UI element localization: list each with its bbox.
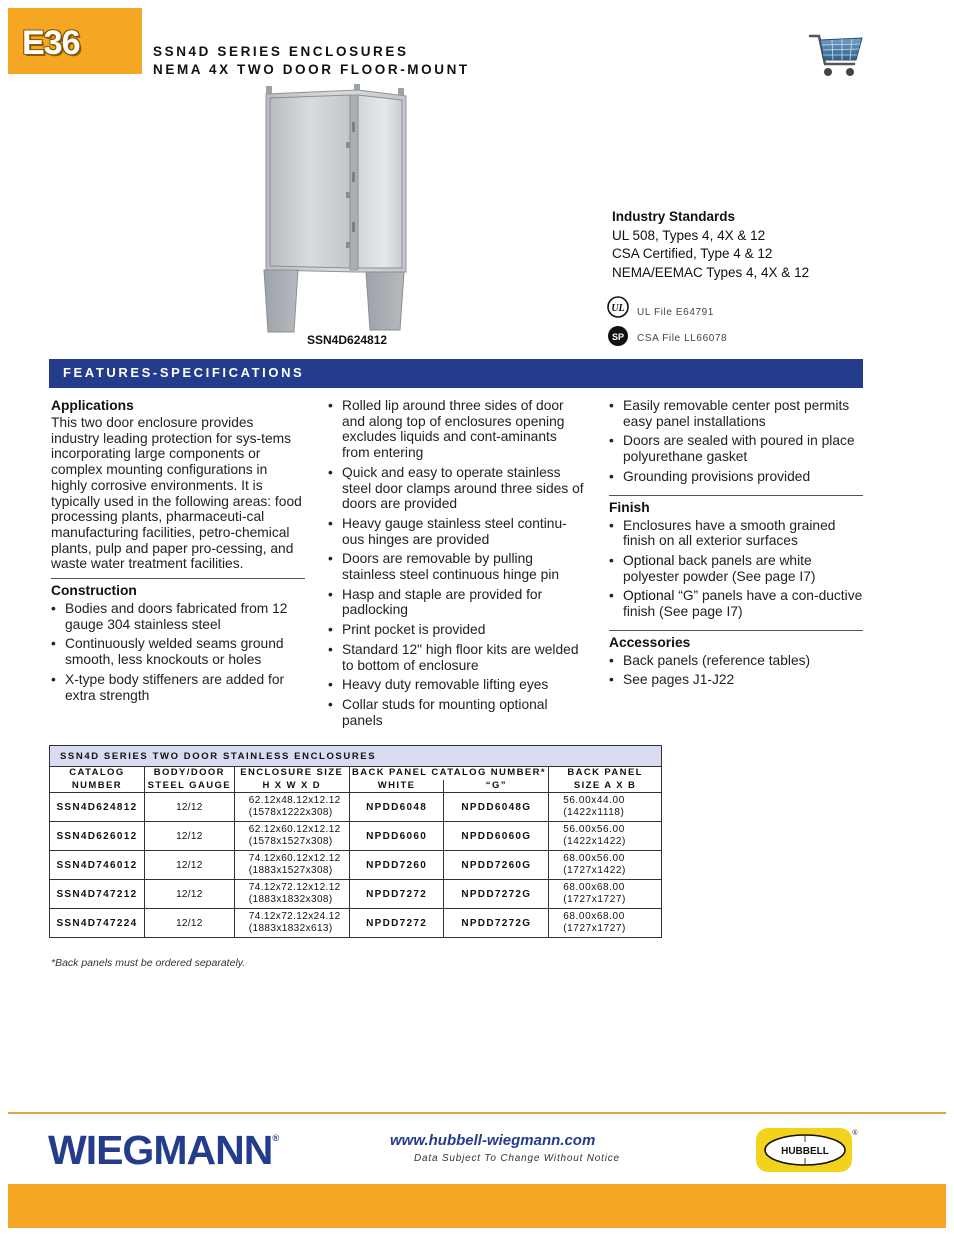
list-item: • Hasp and staple are provided for padlocking (328, 587, 586, 618)
features-specifications-bar (49, 359, 863, 388)
ul-logo-text: UL (611, 303, 625, 314)
standard-line: NEMA/EEMAC Types 4, 4X & 12 (612, 264, 810, 280)
col-header-gauge: BODY/DOOR STEEL GAUGE (144, 767, 234, 793)
wiegmann-logo: WIEGMANN® (48, 1127, 279, 1173)
list-item: • Back panels (reference tables) (609, 653, 863, 669)
list-item: • Heavy duty removable lifting eyes (328, 677, 586, 693)
list-item: • Continuously welded seams ground smooth, less knockouts or holes (51, 636, 305, 667)
standards-heading: Industry Standards (612, 209, 736, 224)
features-column-1 (51, 398, 305, 713)
table-caption: SSN4D SERIES TWO DOOR STAINLESS ENCLOSURES (50, 746, 662, 767)
construction-heading: Construction (51, 583, 137, 599)
col-header-g: “G” (444, 780, 549, 793)
col-header-white: WHITE (349, 780, 444, 793)
list-item: • Quick and easy to operate stainless steel door clamps around three sides of doors are provided (328, 465, 586, 512)
csa-file-number: CSA File LL66078 (637, 333, 728, 344)
list-item: • Bodies and doors fabricated from 12 gauge 304 stainless steel (51, 601, 305, 632)
standard-line: CSA Certified, Type 4 & 12 (612, 246, 773, 261)
col-header-enclosure-size: ENCLOSURE SIZE H X W X D (234, 767, 349, 793)
col-header-back-panel-size: BACK PANEL SIZE A X B (549, 767, 662, 793)
table-row: SSN4D746012 12/12 74.12x60.12x12.12 (1883x1527x308) NPDD7260 NPDD7260G 68.00x56.00 (1727x1422) (50, 851, 662, 880)
product-caption: SSN4D624812 (307, 333, 388, 347)
list-item: • Optional “G” panels have a con-ductive finish (See page I7) (609, 588, 863, 619)
table-row: SSN4D747224 12/12 74.12x72.12x24.12 (1883x1832x613) NPDD7272 NPDD7272G 68.00x68.00 (1727x1727) (50, 909, 662, 938)
list-item: • Rolled lip around three sides of door and along top of enclosures opening excludes liquids and cont-aminants from entering (328, 398, 586, 461)
table-footnote: *Back panels must be ordered separately. (51, 957, 246, 969)
accessories-heading: Accessories (609, 634, 691, 650)
footer-bar (8, 1184, 946, 1228)
tab-underline (90, 72, 136, 74)
list-item: • Collar studs for mounting optional panels (328, 697, 586, 728)
hubbell-logo (755, 1126, 859, 1174)
list-item: • Enclosures have a smooth grained finish on all exterior surfaces (609, 518, 863, 549)
list-item: • Grounding provisions provided (609, 469, 863, 485)
general-features-section (609, 398, 863, 495)
col-header-back-panel: BACK PANEL CATALOG NUMBER* (349, 767, 549, 780)
shopping-cart-icon[interactable] (808, 30, 864, 80)
csa-logo-text: SP (611, 332, 625, 342)
data-notice: Data Subject To Change Without Notice (414, 1153, 620, 1164)
hubbell-registered: ® (852, 1130, 858, 1137)
industry-standards (612, 208, 809, 282)
list-item: • Doors are removable by pulling stainless steel continuous hinge pin (328, 551, 586, 582)
csa-certified-icon (607, 325, 629, 347)
applications-section (51, 398, 305, 578)
list-item: • X-type body stiffeners are added for extra strength (51, 672, 305, 703)
ul-listed-icon (607, 296, 629, 318)
list-item: • Easily removable center post permits easy panel installations (609, 398, 863, 429)
list-item: • See pages J1-J22 (609, 672, 863, 688)
list-item: • Print pocket is provided (328, 622, 586, 638)
page-title-line2: NEMA 4X TWO DOOR FLOOR-MOUNT (153, 62, 470, 77)
applications-text: This two door enclosure provides industry leading protection for sys-tems incorporating large components or complex mounting configurations in highly corrosive environments. It is typically used in the following areas: food processing plants, pharmaceuti-cal manufacturing facilities, petro-chemical plants, pulp and paper pro-cessing, and waste water treatment facilities. (51, 415, 302, 572)
list-item: • Optional back panels are white polyester powder (See page I7) (609, 553, 863, 584)
standard-line: UL 508, Types 4, 4X & 12 (612, 227, 766, 243)
table-row: SSN4D624812 12/12 62.12x48.12x12.12 (1578x1222x308) NPDD6048 NPDD6048G 56.00x44.00 (1422x1118) (50, 793, 662, 822)
features-column-3 (609, 398, 863, 698)
list-item: • Standard 12" high floor kits are welded to bottom of enclosure (328, 642, 586, 673)
finish-section (609, 495, 863, 630)
accessories-section (609, 630, 863, 698)
features-column-2 (328, 398, 586, 732)
specifications-table (49, 745, 662, 938)
construction-section (51, 578, 305, 713)
finish-heading: Finish (609, 499, 650, 515)
ul-file-number: UL File E64791 (637, 307, 714, 318)
features-bar-label: FEATURES-SPECIFICATIONS (63, 365, 305, 380)
website-link[interactable]: www.hubbell-wiegmann.com (390, 1132, 596, 1149)
list-item: • Doors are sealed with poured in place polyurethane gasket (609, 433, 863, 464)
list-item: • Heavy gauge stainless steel continu-ous hinges are provided (328, 516, 586, 547)
section-code: E36 (22, 24, 80, 62)
table-row: SSN4D626012 12/12 62.12x60.12x12.12 (1578x1527x308) NPDD6060 NPDD6060G 56.00x56.00 (1422x1422) (50, 822, 662, 851)
col-header-catalog: CATALOG NUMBER (50, 767, 145, 793)
table-row: SSN4D747212 12/12 74.12x72.12x12.12 (1883x1832x308) NPDD7272 NPDD7272G 68.00x68.00 (1727x1727) (50, 880, 662, 909)
hubbell-logo-text: HUBBELL (781, 1146, 829, 1157)
applications-heading: Applications (51, 398, 134, 413)
page-title-line1: SSN4D SERIES ENCLOSURES (153, 44, 409, 59)
footer-divider (8, 1112, 946, 1114)
enclosure-product-image (258, 82, 410, 334)
